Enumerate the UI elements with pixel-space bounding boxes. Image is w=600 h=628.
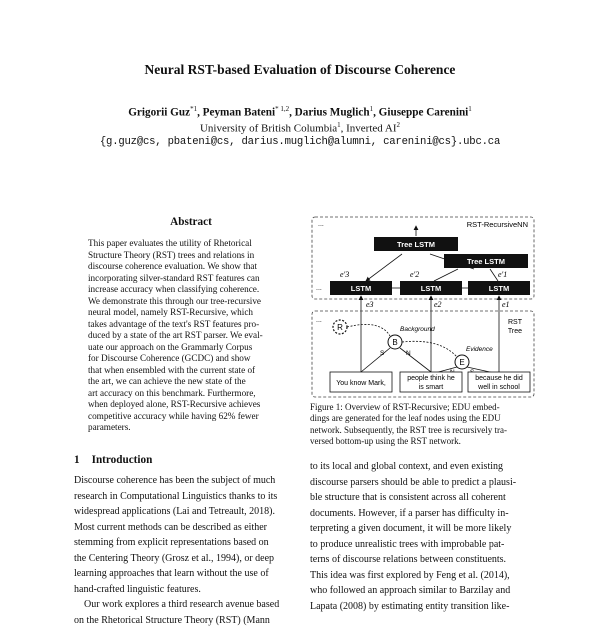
ellipsis-top: ... bbox=[318, 221, 324, 228]
body-line: Lapata (2008) by estimating entity transition like- bbox=[310, 599, 536, 615]
author-name: Grigorii Guz bbox=[128, 107, 190, 119]
section-title: Introduction bbox=[92, 454, 153, 466]
relation-evidence: Evidence bbox=[466, 346, 493, 353]
body-line: research in Computational Linguistics thanks to its bbox=[74, 489, 304, 505]
affiliation-b: , Inverted AI bbox=[341, 123, 397, 135]
tree-lstm-label: Tree LSTM bbox=[397, 240, 435, 249]
body-line: terns of discourse relations between constituents. bbox=[310, 552, 536, 568]
paper-title: Neural RST-based Evaluation of Discourse Coherence bbox=[0, 62, 600, 78]
author-sup: 1 bbox=[468, 105, 472, 113]
abstract-line: the art, we can achieve the new state of the bbox=[88, 376, 294, 388]
abstract-line: This paper evaluates the utility of Rhetorical bbox=[88, 238, 294, 250]
abstract-line: incorporating silver-standard RST features can bbox=[88, 273, 294, 285]
body-line: discourse parsers should be able to predict a plausi- bbox=[310, 475, 536, 491]
body-line: the Centering Theory (Grosz et al., 1994), or deep bbox=[74, 551, 304, 567]
caption-line: dings are generated for the leaf nodes using the EDU bbox=[310, 413, 536, 424]
edu-text: is smart bbox=[419, 384, 444, 391]
abstract-line: competitive accuracy while having 62% fewer bbox=[88, 411, 294, 423]
abstract-line: neural model, namely RST-Recursive, which bbox=[88, 307, 294, 319]
tree-lstm-label: Tree LSTM bbox=[467, 257, 505, 266]
body-line: terpreting a given document, it will be more likely bbox=[310, 521, 536, 537]
section-number: 1 bbox=[74, 454, 80, 466]
caption-line: Figure 1: Overview of RST-Recursive; EDU embed- bbox=[310, 402, 536, 413]
edge bbox=[400, 348, 431, 372]
edge bbox=[434, 269, 458, 281]
body-line: to its local and global context, and even existing bbox=[310, 459, 536, 475]
edu-vector-label: e3 bbox=[366, 300, 374, 309]
affiliation-sup-b: 2 bbox=[397, 121, 401, 129]
edu-vector-label: e1 bbox=[502, 300, 510, 309]
nuclearity-label: N bbox=[406, 350, 411, 357]
abstract-line: duced by a state of the art RST parser. We eval- bbox=[88, 330, 294, 342]
body-line: learning approaches that learn without the use of bbox=[74, 566, 304, 582]
body-line: who followed an approach similar to Barzilay and bbox=[310, 583, 536, 599]
author-sup: *1 bbox=[190, 105, 197, 113]
caption-line: network. Subsequently, the RST tree is recursively tra- bbox=[310, 425, 536, 436]
edu-text: because he did bbox=[475, 375, 523, 382]
author-sup: 1 bbox=[370, 105, 374, 113]
author-name: Peyman Bateni bbox=[203, 107, 275, 119]
node-e-label: E bbox=[459, 358, 464, 367]
author-sup: * 1,2 bbox=[275, 105, 289, 113]
rst-label: RST bbox=[508, 319, 523, 326]
affiliation-sup-a: 1 bbox=[337, 121, 341, 129]
body-line: This idea was first explored by Feng et al. (2014), bbox=[310, 568, 536, 584]
abstract-line: discourse coherence evaluation. We show that bbox=[88, 261, 294, 273]
abstract-line: We demonstrate this through our tree-recursive bbox=[88, 296, 294, 308]
edu-prime-label: e'2 bbox=[410, 270, 419, 279]
edge bbox=[347, 324, 390, 336]
intro-left-column bbox=[74, 473, 304, 628]
node-b-label: B bbox=[392, 338, 397, 347]
body-line: Discourse coherence has been the subject of much bbox=[74, 473, 304, 489]
abstract-line: for Discourse Coherence (GCDC) and show bbox=[88, 353, 294, 365]
body-line: on the Rhetorical Structure Theory (RST) (Mann bbox=[74, 613, 304, 628]
body-line: to produce unrealistic trees with improbable pat- bbox=[310, 537, 536, 553]
relation-background: Background bbox=[400, 326, 435, 333]
nuclearity-label: S bbox=[380, 350, 385, 357]
caption-line: versed bottom-up using the RST network. bbox=[310, 436, 536, 447]
abstract-line: uate our approach on the Grammarly Corpus bbox=[88, 342, 294, 354]
body-line: ble structure that is consistent across all coherent bbox=[310, 490, 536, 506]
lstm-label: LSTM bbox=[489, 284, 509, 293]
body-line: hand-crafted linguistic features. bbox=[74, 582, 304, 598]
edge bbox=[366, 254, 402, 281]
edu-text: well in school bbox=[477, 384, 520, 391]
body-line: widespread applications (Lai and Tetreault, 2018). bbox=[74, 504, 304, 520]
affiliation-a: University of British Columbia bbox=[200, 123, 337, 135]
edu-prime-label: e'1 bbox=[498, 270, 507, 279]
figure-rst-recursive bbox=[310, 214, 536, 400]
lstm-label: LSTM bbox=[351, 284, 371, 293]
abstract-heading: Abstract bbox=[88, 216, 294, 228]
author-emails: {g.guz@cs, pbateni@cs, darius.muglich@alumni, carenini@cs}.ubc.ca bbox=[0, 136, 600, 148]
author-name: Giuseppe Carenini bbox=[379, 107, 469, 119]
edge bbox=[361, 348, 390, 372]
body-line: stemming from explicit representations based on bbox=[74, 535, 304, 551]
edu-text: people think he bbox=[407, 375, 455, 382]
abstract-line: when deployed alone, RST-Recursive achieves bbox=[88, 399, 294, 411]
author-list: Grigorii Guz$^{*1}$, Peyman Bateni$^{* 1,2}$, Darius Muglich$^1$, Giuseppe Carenini$^1$ bbox=[0, 105, 600, 119]
body-line: Most current methods can be described as either bbox=[74, 520, 304, 536]
ellipsis-rst: ... bbox=[316, 317, 322, 324]
rst-label: Tree bbox=[508, 328, 522, 335]
ellipsis-left: ... bbox=[316, 285, 322, 292]
abstract-line: parameters. bbox=[88, 422, 294, 434]
edu-vector-label: e2 bbox=[434, 300, 442, 309]
body-line: documents. However, if a parser has difficulty in- bbox=[310, 506, 536, 522]
edu-text: You know Mark, bbox=[336, 380, 386, 387]
model-label: RST-RecursiveNN bbox=[467, 220, 528, 229]
abstract-line: takes advantage of the text's RST features pro- bbox=[88, 319, 294, 331]
abstract-line: that when ensembled with the current state of bbox=[88, 365, 294, 377]
abstract-body bbox=[88, 238, 294, 434]
edu-prime-label: e'3 bbox=[340, 270, 349, 279]
lstm-label: LSTM bbox=[421, 284, 441, 293]
figure-caption bbox=[310, 402, 536, 447]
author-name: Darius Muglich bbox=[295, 107, 370, 119]
edge bbox=[490, 269, 498, 281]
abstract-line: art accuracy on this benchmark. Furthermore, bbox=[88, 388, 294, 400]
body-line: Our work explores a third research avenue based bbox=[74, 597, 304, 613]
abstract-line: increase accuracy when classifying coherence. bbox=[88, 284, 294, 296]
intro-right-column bbox=[310, 459, 536, 614]
section-heading-introduction bbox=[74, 454, 164, 466]
abstract-line: Structure Theory (RST) trees and relations in bbox=[88, 250, 294, 262]
node-r-label: R bbox=[337, 323, 343, 332]
affiliation bbox=[0, 121, 600, 135]
